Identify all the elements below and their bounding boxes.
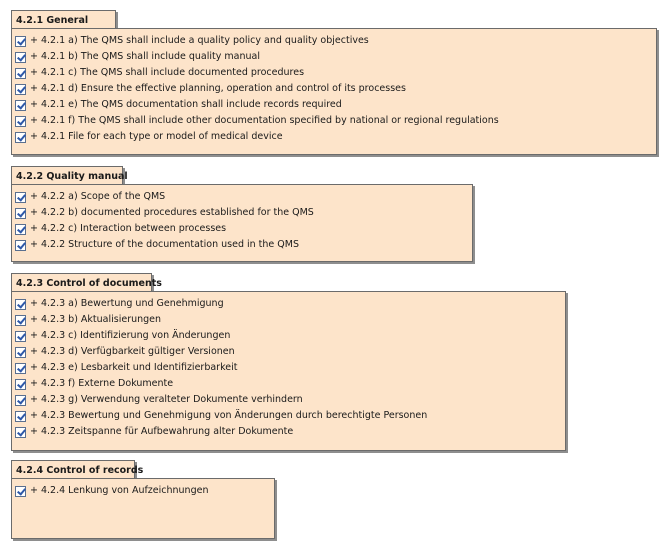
requirement-label: + 4.2.3 a) Bewertung und Genehmigung (30, 298, 224, 309)
package-title[interactable]: 4.2.3 Control of documents (11, 273, 152, 292)
requirement-item[interactable] (15, 483, 208, 499)
requirement-label: + 4.2.3 f) Externe Dokumente (30, 378, 174, 389)
requirement-item[interactable] (15, 205, 314, 221)
requirement-item[interactable] (15, 49, 499, 65)
requirement-label: + 4.2.2 a) Scope of the QMS (30, 191, 166, 202)
requirement-label: + 4.2.3 Zeitspanne für Aufbewahrung alter Dokumente (30, 426, 294, 437)
requirement-item[interactable] (15, 312, 427, 328)
requirement-item[interactable] (15, 424, 427, 440)
requirement-label: + 4.2.3 g) Verwendung veralteter Dokumente verhindern (30, 394, 303, 405)
requirement-label: + 4.2.1 c) The QMS shall include documented procedures (30, 67, 305, 78)
package-body (11, 184, 473, 262)
requirement-label: + 4.2.3 d) Verfügbarkeit gültiger Versionen (30, 346, 235, 357)
requirement-label: + 4.2.1 b) The QMS shall include quality manual (30, 51, 260, 62)
requirement-label: + 4.2.2 Structure of the documentation used in the QMS (30, 239, 300, 250)
checkbox-checked-icon (15, 84, 26, 95)
package-title[interactable]: 4.2.4 Control of records (11, 460, 135, 479)
requirement-item[interactable] (15, 221, 314, 237)
checkbox-checked-icon (15, 52, 26, 63)
checkbox-checked-icon (15, 299, 26, 310)
requirement-item[interactable] (15, 189, 314, 205)
checkbox-checked-icon (15, 224, 26, 235)
package-body (11, 291, 566, 451)
requirement-item[interactable] (15, 328, 427, 344)
package-title[interactable]: 4.2.1 General (11, 10, 116, 29)
checkbox-checked-icon (15, 68, 26, 79)
requirement-item[interactable] (15, 344, 427, 360)
requirement-list (15, 296, 427, 440)
checkbox-checked-icon (15, 192, 26, 203)
requirement-label: + 4.2.2 c) Interaction between processes (30, 223, 227, 234)
checkbox-checked-icon (15, 347, 26, 358)
requirement-item[interactable] (15, 81, 499, 97)
checkbox-checked-icon (15, 411, 26, 422)
requirement-item[interactable] (15, 296, 427, 312)
package-title[interactable]: 4.2.2 Quality manual (11, 166, 123, 185)
package-body (11, 28, 657, 155)
checkbox-checked-icon (15, 315, 26, 326)
checkbox-checked-icon (15, 486, 26, 497)
requirement-item[interactable] (15, 65, 499, 81)
requirement-label: + 4.2.1 a) The QMS shall include a quality policy and quality objectives (30, 35, 369, 46)
requirement-label: + 4.2.3 e) Lesbarkeit und Identifizierbarkeit (30, 362, 238, 373)
checkbox-checked-icon (15, 331, 26, 342)
requirement-item[interactable] (15, 33, 499, 49)
requirement-list (15, 189, 314, 253)
requirement-label: + 4.2.1 File for each type or model of medical device (30, 131, 283, 142)
requirement-list (15, 483, 208, 499)
requirement-label: + 4.2.1 f) The QMS shall include other documentation specified by national or regional regulations (30, 115, 499, 126)
requirement-item[interactable] (15, 392, 427, 408)
requirement-label: + 4.2.1 e) The QMS documentation shall include records required (30, 99, 342, 110)
requirement-list (15, 33, 499, 145)
requirement-item[interactable] (15, 129, 499, 145)
requirement-label: + 4.2.3 Bewertung und Genehmigung von Änderungen durch berechtigte Personen (30, 410, 428, 421)
requirement-item[interactable] (15, 408, 427, 424)
requirement-label: + 4.2.3 b) Aktualisierungen (30, 314, 162, 325)
requirement-label: + 4.2.4 Lenkung von Aufzeichnungen (30, 485, 209, 496)
checkbox-checked-icon (15, 116, 26, 127)
requirement-item[interactable] (15, 237, 314, 253)
package-body (11, 478, 275, 539)
checkbox-checked-icon (15, 379, 26, 390)
requirement-item[interactable] (15, 113, 499, 129)
checkbox-checked-icon (15, 363, 26, 374)
requirement-label: + 4.2.2 b) documented procedures established for the QMS (30, 207, 314, 218)
requirement-item[interactable] (15, 376, 427, 392)
requirement-item[interactable] (15, 97, 499, 113)
requirement-label: + 4.2.1 d) Ensure the effective planning, operation and control of its processes (30, 83, 406, 94)
checkbox-checked-icon (15, 100, 26, 111)
checkbox-checked-icon (15, 132, 26, 143)
checkbox-checked-icon (15, 208, 26, 219)
checkbox-checked-icon (15, 36, 26, 47)
requirement-label: + 4.2.3 c) Identifizierung von Änderungen (30, 330, 231, 341)
requirement-item[interactable] (15, 360, 427, 376)
checkbox-checked-icon (15, 427, 26, 438)
checkbox-checked-icon (15, 395, 26, 406)
checkbox-checked-icon (15, 240, 26, 251)
